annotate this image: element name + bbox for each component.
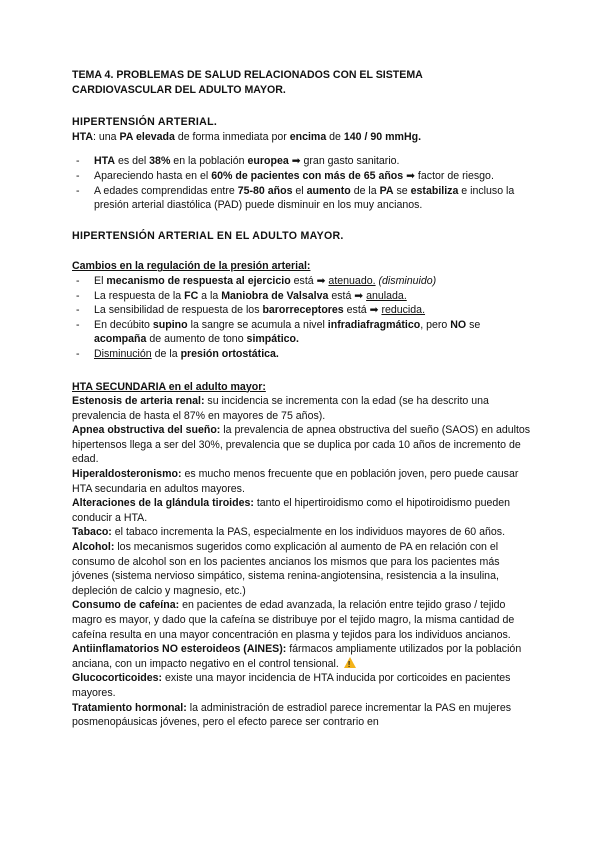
list-item: Consumo de cafeína: en pacientes de edad avanzada, la relación entre tejido graso / tejido magro es mayor, y dado que la cafeína se distribuye por el tejido magro, la misma cantidad de cafeína resulta en una mayor concentración en plasma y tejidos para los individuos ancianos. [72,599,515,641]
list-item: Alcohol: los mecanismos sugeridos como explicación al aumento de PA en relación con el consumo de alcohol son en los pacientes ancianos los mismos que para los pacientes más jóvenes (sistema nervioso simpático, sistema renina-angiotensina, resistencia a la insulina, depleción de calcio y magnesio, etc.) [72,541,500,597]
list-item: - La respuesta de la FC a la Maniobra de Valsalva está ➡ anulada. [72,289,534,304]
list-item: - La sensibilidad de respuesta de los barorreceptores está ➡ reducida. [72,303,534,318]
cambios-list [72,274,534,362]
list-item: Tratamiento hormonal: la administración de estradiol parece incrementar la PAS en mujeres posmenopáusicas jóvenes, pero el efecto parece ser contrario en [72,701,512,729]
title-line-1: TEMA 4. PROBLEMAS DE SALUD RELACIONADOS CON EL SISTEMA [72,69,423,81]
list-item: - Apareciendo hasta en el 60% de pacientes con más de 65 años ➡ factor de riesgo. [72,169,534,184]
hta-definition: HTA: una PA elevada de forma inmediata por encima de 140 / 90 mmHg. [72,130,422,143]
list-item: Hiperaldosteronismo: es mucho menos frecuente que en población joven, pero puede causar HTA secundaria en adultos mayores. [72,468,519,495]
hta-bullet-list [72,154,534,212]
title-line-2: CARDIOVASCULAR DEL ADULTO MAYOR. [72,83,286,96]
list-item: - HTA es del 38% en la población europea ➡ gran gasto sanitario. [72,154,534,169]
list-item: Glucocorticoides: existe una mayor incidencia de HTA inducida por corticoides en pacientes mayores. [72,672,511,699]
list-item: Alteraciones de la glándula tiroides: tanto el hipertiroidismo como el hipotiroidismo pueden conducir a HTA. [72,497,511,524]
list-item: - A edades comprendidas entre 75-80 años el aumento de la PA se estabiliza e incluso la presión arterial diastólica (PAD) puede disminuir en los muy ancianos. [72,184,534,213]
list-item: Estenosis de arteria renal: su incidencia se incrementa con la edad (se ha descrito una prevalencia de hasta el 87% en mayores de 75 años). [72,395,489,422]
warning-icon [344,657,356,668]
secundaria-heading: HTA SECUNDARIA en el adulto mayor: [72,380,266,393]
list-item: Apnea obstructiva del sueño: la prevalencia de apnea obstructiva del sueño (SAOS) en adultos hipertensos llega a ser del 30%, prevalencia que se duplica por cada 10 años de incremento de edad. [72,424,531,466]
list-item: - El mecanismo de respuesta al ejercicio está ➡ atenuado. (disminuido) [72,274,534,289]
cambios-heading: Cambios en la regulación de la presión arterial: [72,260,311,273]
section-heading-hta: HIPERTENSIÓN ARTERIAL. [72,116,218,129]
list-item: Tabaco: el tabaco incrementa la PAS, especialmente en los individuos mayores de 60 años. [72,526,506,539]
document-page [72,68,534,730]
section-heading-hta-elderly: HIPERTENSIÓN ARTERIAL EN EL ADULTO MAYOR. [72,229,344,242]
list-item: - Disminución de la presión ortostática. [72,347,534,362]
secundaria-list [72,394,534,730]
document-title [72,68,534,97]
list-item: Antiinflamatorios NO esteroideos (AINES): fármacos ampliamente utilizados por la población anciana, con un impacto negativo en el control tensional. ! [72,642,534,671]
list-item: - En decúbito supino la sangre se acumula a nivel infradiafragmático, pero NO se acompaña de aumento de tono simpático. [72,318,534,347]
